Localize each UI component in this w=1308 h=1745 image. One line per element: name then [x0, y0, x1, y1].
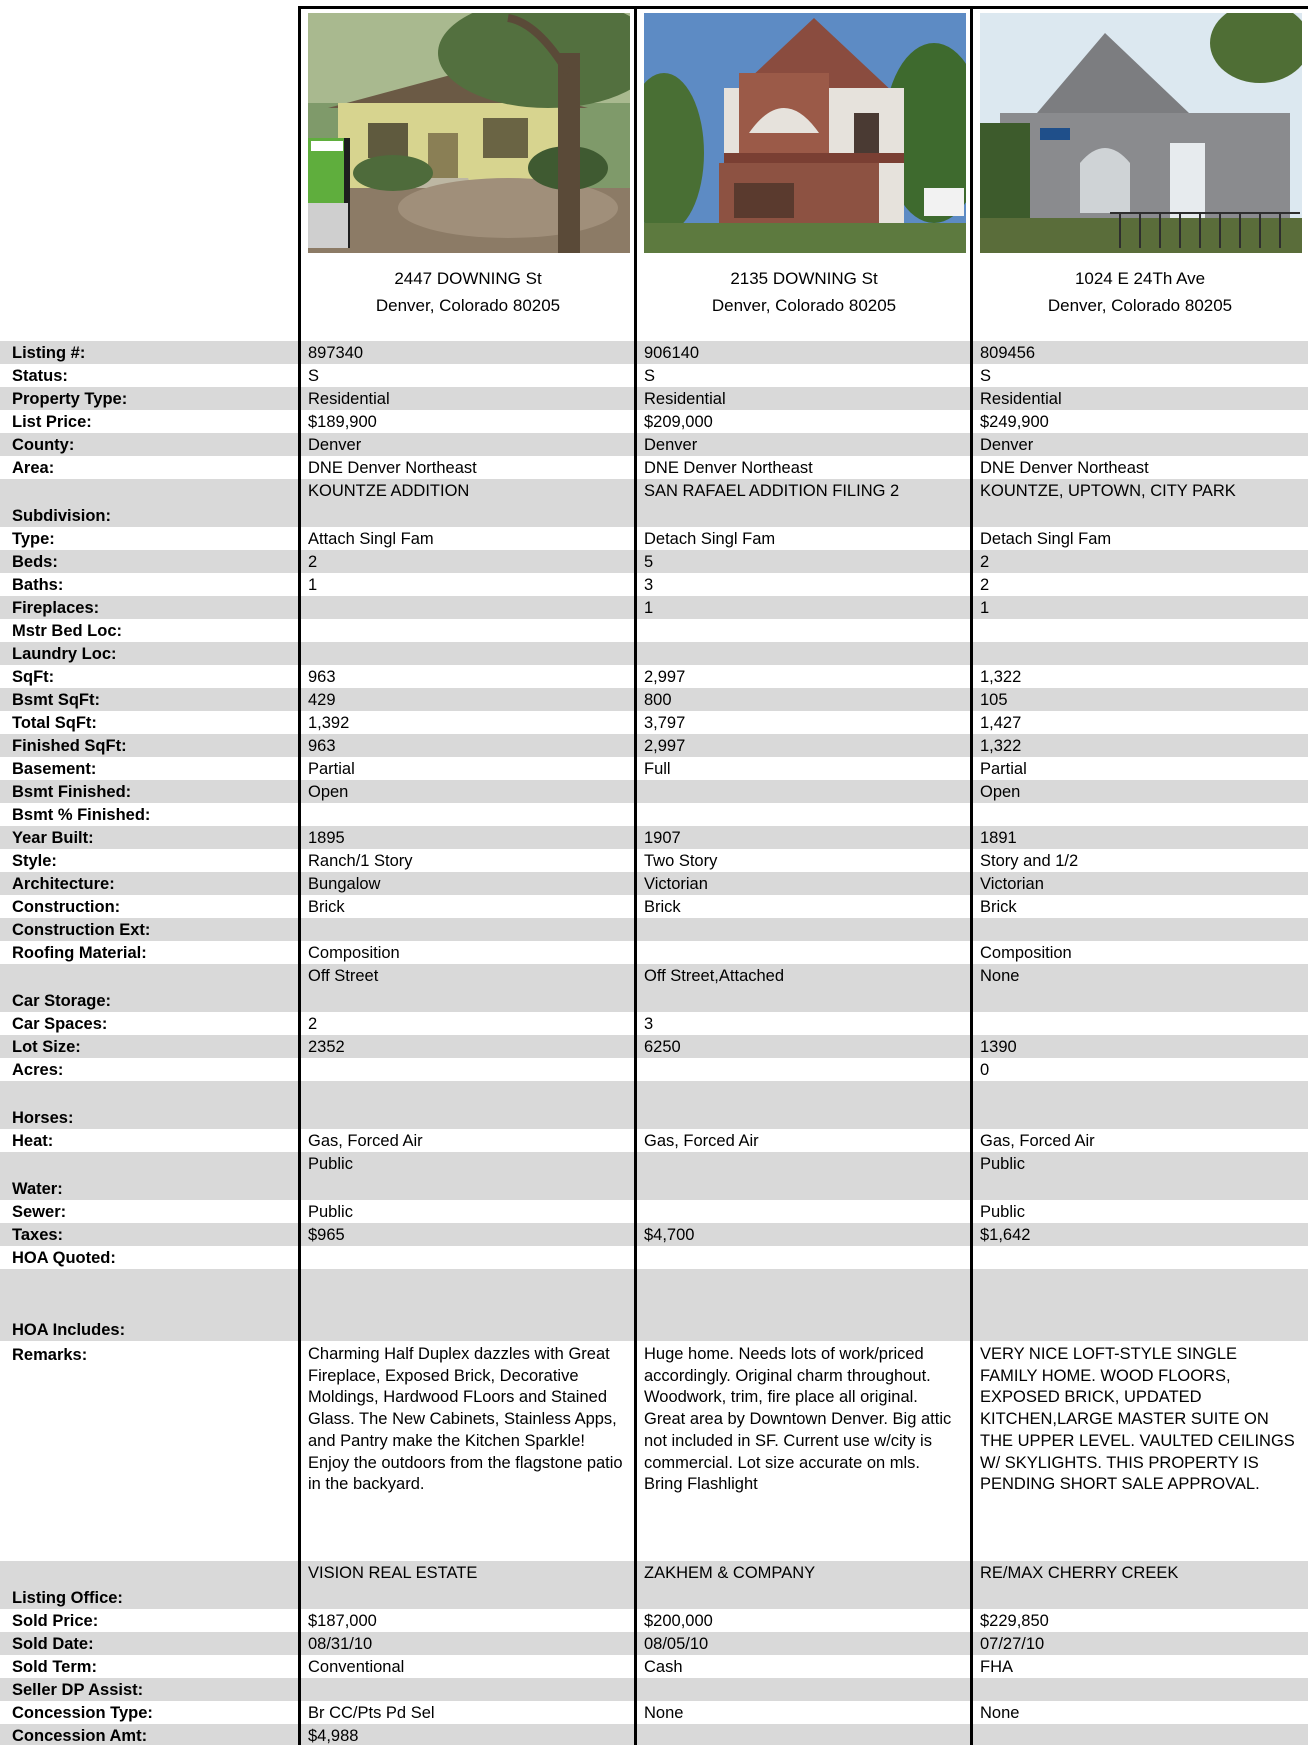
row-value: 906140 — [644, 344, 700, 362]
table-row — [0, 757, 1308, 780]
row-value: 809456 — [980, 344, 1036, 362]
row-value: Public — [980, 1203, 1025, 1221]
property-address — [972, 265, 1308, 325]
row-value: $229,850 — [980, 1612, 1049, 1630]
column-divider — [634, 6, 637, 1745]
table-row — [0, 734, 1308, 757]
property-address — [300, 265, 636, 325]
table-row — [0, 964, 1308, 1012]
row-label: HOA Includes: — [12, 1321, 126, 1339]
row-label: Horses: — [12, 1109, 74, 1127]
row-value: 08/05/10 — [644, 1635, 709, 1653]
row-label: Sold Term: — [12, 1658, 97, 1676]
row-value: 429 — [308, 691, 336, 709]
row-label: Style: — [12, 852, 57, 870]
property-address — [636, 265, 972, 325]
row-value: Residential — [308, 390, 390, 408]
row-value: Detach Singl Fam — [980, 530, 1112, 548]
row-label: Finished SqFt: — [12, 737, 127, 755]
row-value: $965 — [308, 1226, 345, 1244]
address-city: Denver, Colorado 80205 — [1047, 296, 1233, 315]
row-label: Water: — [12, 1180, 63, 1198]
row-value: Partial — [980, 760, 1027, 778]
table-row — [0, 1632, 1308, 1655]
table-row — [0, 826, 1308, 849]
row-value: Partial — [308, 760, 355, 778]
row-value: $200,000 — [644, 1612, 713, 1630]
row-label: SqFt: — [12, 668, 55, 686]
row-value: KOUNTZE ADDITION — [308, 482, 470, 500]
table-row — [0, 479, 1308, 527]
row-label: Beds: — [12, 553, 58, 571]
row-label: Basement: — [12, 760, 97, 778]
row-value: $189,900 — [308, 413, 377, 431]
row-label: Listing #: — [12, 344, 86, 362]
table-row — [0, 619, 1308, 642]
row-label: Bsmt SqFt: — [12, 691, 100, 709]
row-label: Mstr Bed Loc: — [12, 622, 123, 640]
row-value: Open — [308, 783, 349, 801]
row-value: Brick — [980, 898, 1017, 916]
row-value: 897340 — [308, 344, 364, 362]
row-label: Baths: — [12, 576, 64, 594]
row-value: Gas, Forced Air — [980, 1132, 1095, 1150]
row-value: Bungalow — [308, 875, 381, 893]
row-label: Lot Size: — [12, 1038, 81, 1056]
row-value: Brick — [644, 898, 681, 916]
row-label: HOA Quoted: — [12, 1249, 116, 1267]
row-label: Bsmt Finished: — [12, 783, 132, 801]
table-row — [0, 1246, 1308, 1269]
table-row — [0, 573, 1308, 596]
address-street: 2447 DOWNING St — [394, 269, 542, 288]
table-row — [0, 1152, 1308, 1200]
table-row — [0, 872, 1308, 895]
table-row — [0, 456, 1308, 479]
row-value: Public — [980, 1155, 1025, 1173]
row-value: Cash — [644, 1658, 683, 1676]
address-city: Denver, Colorado 80205 — [375, 296, 561, 315]
row-value: 1907 — [644, 829, 681, 847]
row-value: $209,000 — [644, 413, 713, 431]
table-row — [0, 941, 1308, 964]
table-row — [0, 1724, 1308, 1745]
table-row — [0, 1609, 1308, 1632]
row-value: FHA — [980, 1658, 1013, 1676]
row-value: 3 — [644, 576, 654, 594]
row-value: Full — [644, 760, 671, 778]
row-value: $187,000 — [308, 1612, 377, 1630]
row-label: Heat: — [12, 1132, 54, 1150]
row-label: Subdivision: — [12, 507, 111, 525]
table-row — [0, 780, 1308, 803]
row-value: S — [980, 367, 992, 385]
table-row — [0, 711, 1308, 734]
row-value: 1 — [980, 599, 990, 617]
row-value: Public — [308, 1203, 353, 1221]
row-value: $1,642 — [980, 1226, 1031, 1244]
table-top-border — [298, 6, 1308, 9]
table-row — [0, 642, 1308, 665]
row-value: 1,392 — [308, 714, 350, 732]
table-row — [0, 1129, 1308, 1152]
row-value: DNE Denver Northeast — [644, 459, 813, 477]
row-label: County: — [12, 436, 75, 454]
comparison-table — [0, 341, 1308, 1745]
row-value: 1,427 — [980, 714, 1022, 732]
table-row — [0, 1561, 1308, 1609]
house-photo — [308, 13, 630, 253]
row-label: Roofing Material: — [12, 944, 147, 962]
table-row — [0, 1200, 1308, 1223]
row-value: 1 — [308, 576, 318, 594]
row-value: Detach Singl Fam — [644, 530, 776, 548]
row-value: Story and 1/2 — [980, 852, 1079, 870]
row-label: Sewer: — [12, 1203, 67, 1221]
row-value: 5 — [644, 553, 654, 571]
row-value: Attach Singl Fam — [308, 530, 434, 548]
row-value: 6250 — [644, 1038, 681, 1056]
row-label: Laundry Loc: — [12, 645, 117, 663]
address-street: 1024 E 24Th Ave — [1074, 269, 1206, 288]
table-row — [0, 665, 1308, 688]
row-value: 2 — [308, 1015, 318, 1033]
table-row — [0, 1035, 1308, 1058]
row-label: Area: — [12, 459, 55, 477]
table-row — [0, 1701, 1308, 1724]
row-value: Gas, Forced Air — [644, 1132, 759, 1150]
row-label: Property Type: — [12, 390, 128, 408]
row-value: 3,797 — [644, 714, 686, 732]
row-label: Total SqFt: — [12, 714, 97, 732]
row-value: S — [308, 367, 320, 385]
row-value: Composition — [980, 944, 1072, 962]
row-value: 2,997 — [644, 737, 686, 755]
row-value: Br CC/Pts Pd Sel — [308, 1704, 435, 1722]
row-value: Charming Half Duplex dazzles with Great Fireplace, Exposed Brick, Decorative Moldings, Hardwood FLoors and Stained Glass. The New Cabinets, Stainless Apps, and Pantry make the Kitchen Sparkle! Enjoy the outdoors from the flagstone patio in the backyard. — [308, 1345, 623, 1494]
row-value: 0 — [980, 1061, 990, 1079]
row-value: SAN RAFAEL ADDITION FILING 2 — [644, 482, 900, 500]
row-value: DNE Denver Northeast — [308, 459, 477, 477]
table-row — [0, 895, 1308, 918]
row-value: Two Story — [644, 852, 718, 870]
row-value: Ranch/1 Story — [308, 852, 413, 870]
row-value: None — [980, 1704, 1020, 1722]
table-row — [0, 803, 1308, 826]
row-value: Denver — [644, 436, 698, 454]
row-value: Huge home. Needs lots of work/priced accordingly. Original charm throughout. Woodwork, trim, fire place all original. Great area by Downtown Denver. Big attic not included in SF. Current use w/city is commercial. Lot size accurate on mls. Bring Flashlight — [644, 1345, 952, 1494]
table-row — [0, 1012, 1308, 1035]
row-label: Remarks: — [12, 1346, 88, 1364]
row-value: Residential — [644, 390, 726, 408]
row-value: DNE Denver Northeast — [980, 459, 1149, 477]
row-value: 800 — [644, 691, 672, 709]
row-value: $4,700 — [644, 1226, 695, 1244]
brick-house-photo — [980, 13, 1302, 253]
row-label: Sold Price: — [12, 1612, 99, 1630]
row-value: Composition — [308, 944, 400, 962]
row-value: S — [644, 367, 656, 385]
row-value: 2 — [980, 553, 990, 571]
table-row — [0, 688, 1308, 711]
table-row — [0, 918, 1308, 941]
row-value: Conventional — [308, 1658, 405, 1676]
row-label: List Price: — [12, 413, 92, 431]
row-value: Off Street — [308, 967, 379, 985]
table-row — [0, 364, 1308, 387]
row-label: Taxes: — [12, 1226, 64, 1244]
table-row — [0, 1341, 1308, 1561]
row-value: 2 — [308, 553, 318, 571]
row-label: Concession Type: — [12, 1704, 153, 1722]
row-value: KOUNTZE, UPTOWN, CITY PARK — [980, 482, 1236, 500]
victorian-house-photo — [644, 13, 966, 253]
row-label: Status: — [12, 367, 68, 385]
row-value: 1891 — [980, 829, 1017, 847]
row-label: Listing Office: — [12, 1589, 123, 1607]
table-row — [0, 1269, 1308, 1341]
row-value: 1390 — [980, 1038, 1017, 1056]
row-label: Car Storage: — [12, 992, 112, 1010]
row-value: $249,900 — [980, 413, 1049, 431]
table-row — [0, 1223, 1308, 1246]
row-label: Architecture: — [12, 875, 115, 893]
row-value: RE/MAX CHERRY CREEK — [980, 1564, 1179, 1582]
photo-row — [0, 9, 1308, 261]
table-row — [0, 550, 1308, 573]
column-divider — [970, 6, 973, 1745]
table-row — [0, 1678, 1308, 1701]
row-value: Residential — [980, 390, 1062, 408]
row-value: Gas, Forced Air — [308, 1132, 423, 1150]
row-value: Victorian — [980, 875, 1044, 893]
row-label: Sold Date: — [12, 1635, 94, 1653]
row-value: 963 — [308, 668, 336, 686]
table-row — [0, 1081, 1308, 1129]
row-value: 07/27/10 — [980, 1635, 1045, 1653]
row-label: Bsmt % Finished: — [12, 806, 151, 824]
row-value: None — [644, 1704, 684, 1722]
row-value: 3 — [644, 1015, 654, 1033]
column-divider — [298, 6, 301, 1745]
row-label: Construction: — [12, 898, 121, 916]
row-value: 105 — [980, 691, 1008, 709]
row-label: Acres: — [12, 1061, 64, 1079]
table-row — [0, 433, 1308, 456]
row-value: 2,997 — [644, 668, 686, 686]
table-row — [0, 527, 1308, 550]
row-value: VISION REAL ESTATE — [308, 1564, 478, 1582]
row-label: Seller DP Assist: — [12, 1681, 144, 1699]
row-value: $4,988 — [308, 1727, 359, 1745]
table-row — [0, 387, 1308, 410]
table-row — [0, 341, 1308, 364]
row-value: Open — [980, 783, 1021, 801]
address-street: 2135 DOWNING St — [730, 269, 878, 288]
table-row — [0, 1655, 1308, 1678]
row-value: 1895 — [308, 829, 345, 847]
row-value: 2 — [980, 576, 990, 594]
row-value: Public — [308, 1155, 353, 1173]
row-value: 08/31/10 — [308, 1635, 373, 1653]
table-row — [0, 849, 1308, 872]
row-value: Denver — [980, 436, 1034, 454]
row-value: 1 — [644, 599, 654, 617]
row-value: Denver — [308, 436, 362, 454]
row-value: 1,322 — [980, 668, 1022, 686]
row-value: Victorian — [644, 875, 708, 893]
row-value: VERY NICE LOFT-STYLE SINGLE FAMILY HOME. WOOD FLOORS, EXPOSED BRICK, UPDATED KITCHEN,LARGE MASTER SUITE ON THE UPPER LEVEL. VAULTED CEILINGS W/ SKYLIGHTS. THIS PROPERTY IS PENDING SHORT SALE APPROVAL. — [980, 1345, 1295, 1494]
row-label: Construction Ext: — [12, 921, 151, 939]
row-value: Brick — [308, 898, 345, 916]
table-row — [0, 596, 1308, 619]
row-label: Car Spaces: — [12, 1015, 108, 1033]
row-label: Fireplaces: — [12, 599, 100, 617]
row-value: Off Street,Attached — [644, 967, 785, 985]
row-value: 1,322 — [980, 737, 1022, 755]
row-value: None — [980, 967, 1020, 985]
row-label: Concession Amt: — [12, 1727, 148, 1745]
row-value: 963 — [308, 737, 336, 755]
row-label: Year Built: — [12, 829, 94, 847]
row-value: 2352 — [308, 1038, 345, 1056]
table-row — [0, 1058, 1308, 1081]
table-row — [0, 410, 1308, 433]
address-city: Denver, Colorado 80205 — [711, 296, 897, 315]
row-label: Type: — [12, 530, 55, 548]
row-value: ZAKHEM & COMPANY — [644, 1564, 816, 1582]
